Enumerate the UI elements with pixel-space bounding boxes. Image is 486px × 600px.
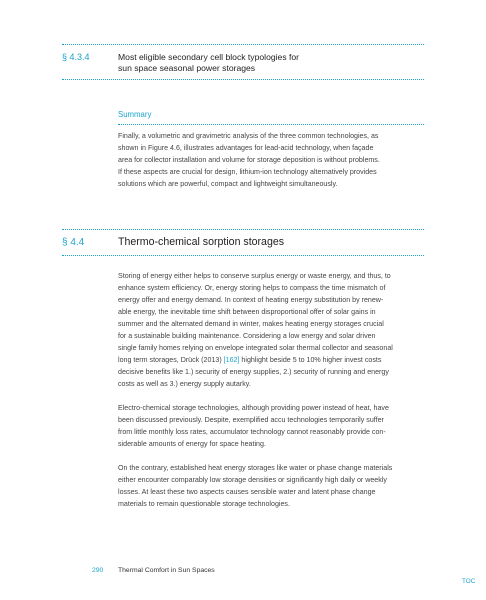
text-line: On the contrary, established heat energy storages like water or phase change materials [118, 464, 393, 472]
text-line: enhance system efficiency. Or, energy storing helps to compass the time mismatch of [118, 284, 386, 292]
citation-link[interactable]: [162] [223, 356, 240, 364]
summary-paragraph [118, 130, 418, 190]
text-line: able energy, the inevitable time shift between disproportional offer of solar gains in [118, 308, 376, 316]
divider [62, 229, 424, 230]
text-line: materials to remain questionable storage technologies. [118, 500, 290, 508]
divider [62, 79, 424, 80]
text-line: Electro-chemical storage technologies, although providing power instead of heat, have [118, 404, 389, 412]
section-title [118, 52, 299, 74]
text-line: either encounter comparably low storage densities or significantly high daily or weekly [118, 476, 387, 484]
text-line: shown in Figure 4.6, illustrates advantages for lead-acid technology, when façade [118, 144, 374, 152]
section-title: Thermo-chemical sorption storages [118, 236, 285, 248]
text-line: Finally, a volumetric and gravimetric analysis of the three common technologies, as [118, 132, 379, 140]
section-title-line: Most eligible secondary cell block typologies for [118, 52, 300, 62]
text-line: solutions which are powerful, compact and lightweight simultaneously. [118, 180, 338, 188]
body-text [118, 270, 418, 522]
text-line: Storing of energy either helps to conserve surplus energy or waste energy, and thus, to [118, 272, 391, 280]
text-line: for a sustainable building maintenance. Considering a low energy and solar driven [118, 332, 376, 340]
paragraph [118, 270, 418, 390]
text-line [118, 354, 418, 366]
text-line: been discussed previously. Despite, exemplified accu technologies temporarily suffer [118, 416, 384, 424]
text-line: energy offer and energy demand. In context of heating energy substitution by renew- [118, 296, 384, 304]
summary-heading: Summary [118, 110, 152, 119]
text-line: area for collector installation and volume for storage deposition is without problems. [118, 156, 380, 164]
section-number: § 4.4 [62, 237, 85, 248]
text-line: summer and the alternated demand in winter, makes heating energy storages crucial [118, 320, 384, 328]
running-title: Thermal Comfort in Sun Spaces [118, 567, 215, 574]
text-line: If these aspects are crucial for design, lithium-ion technology alternatively provides [118, 168, 377, 176]
text-line: decisive benefits like 1.) security of energy supplies, 2.) security of running and energy [118, 368, 389, 376]
section-title-line: sun space seasonal power storages [118, 63, 256, 73]
text-line: costs as well as 3.) energy supply autarky. [118, 380, 251, 388]
paragraph [118, 402, 418, 450]
text-line: from little monthly loss rates, accumulator technology cannot reasonably provide con- [118, 428, 386, 436]
page-number: 290 [92, 567, 104, 574]
divider [62, 255, 424, 256]
text-line: siderable amounts of energy for space heating. [118, 440, 266, 448]
text-line: losses. At least these two aspects causes sensible water and latent phase change [118, 488, 376, 496]
summary-divider [118, 124, 424, 125]
paragraph [118, 462, 418, 510]
section-number: § 4.3.4 [62, 52, 90, 62]
text-fragment: highlight beside 5 to 10% higher invest costs [239, 356, 382, 364]
text-fragment: long term storages, Drück (2013) [118, 356, 224, 364]
divider-top [62, 44, 424, 45]
toc-link[interactable]: TOC [462, 578, 476, 585]
text-line: single family homes relying on envelope integrated solar thermal collector and seasonal [118, 344, 393, 352]
